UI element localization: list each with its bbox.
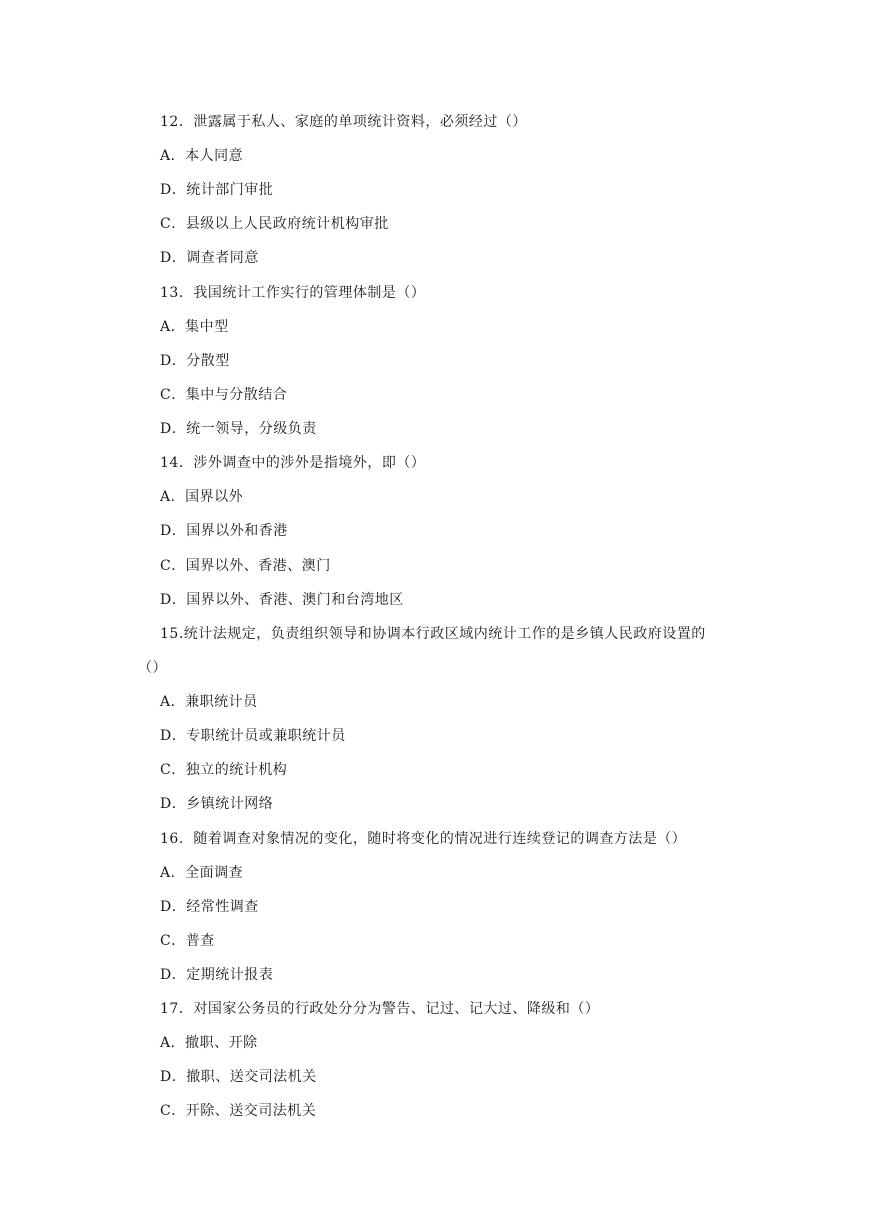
question-14-option-d: D．国界以外、香港、澳门和台湾地区 — [160, 592, 404, 608]
question-13-option-a: A．集中型 — [160, 319, 229, 335]
question-15-option-c: C．独立的统计机构 — [160, 762, 288, 778]
question-15-option-b: D．专职统计员或兼职统计员 — [160, 728, 346, 744]
question-13-option-d: D．统一领导，分级负责 — [160, 421, 317, 437]
question-12-stem: 12．泄露属于私人、家庭的单项统计资料，必须经过（） — [160, 114, 527, 130]
question-16-option-c: C．普查 — [160, 933, 215, 949]
question-13-option-b: D．分散型 — [160, 353, 230, 369]
question-15-stem-continuation: （） — [138, 660, 167, 676]
question-13-option-c: C．集中与分散结合 — [160, 387, 288, 403]
question-14-option-a: A．国界以外 — [160, 489, 244, 505]
question-13-stem: 13．我国统计工作实行的管理体制是（） — [160, 285, 426, 301]
question-14-option-c: C．国界以外、香港、澳门 — [160, 558, 331, 574]
question-15-stem: 15.统计法规定，负责组织领导和协调本行政区域内统计工作的是乡镇人民政府设置的 — [160, 626, 706, 642]
question-16-option-a: A．全面调查 — [160, 865, 244, 881]
question-16-stem: 16．随着调查对象情况的变化，随时将变化的情况进行连续登记的调查方法是（） — [160, 831, 687, 847]
question-12-option-c: C．县级以上人民政府统计机构审批 — [160, 216, 389, 232]
question-16-option-d: D．定期统计报表 — [160, 967, 274, 983]
question-12-option-d: D．调查者同意 — [160, 250, 259, 266]
question-14-stem: 14．涉外调查中的涉外是指境外，即（） — [160, 455, 426, 471]
question-17-option-c: C．开除、送交司法机关 — [160, 1103, 317, 1119]
question-12-option-b: D．统计部门审批 — [160, 182, 274, 198]
question-17-option-b: D．撤职、送交司法机关 — [160, 1069, 317, 1085]
question-17-option-a: A．撤职、开除 — [160, 1035, 258, 1051]
question-14-option-b: D．国界以外和香港 — [160, 523, 288, 539]
question-15-option-d: D．乡镇统计网络 — [160, 796, 274, 812]
question-15-option-a: A．兼职统计员 — [160, 694, 258, 710]
question-17-stem: 17．对国家公务员的行政处分分为警告、记过、记大过、降级和（） — [160, 1001, 600, 1017]
question-16-option-b: D．经常性调查 — [160, 899, 259, 915]
question-12-option-a: A．本人同意 — [160, 148, 244, 164]
